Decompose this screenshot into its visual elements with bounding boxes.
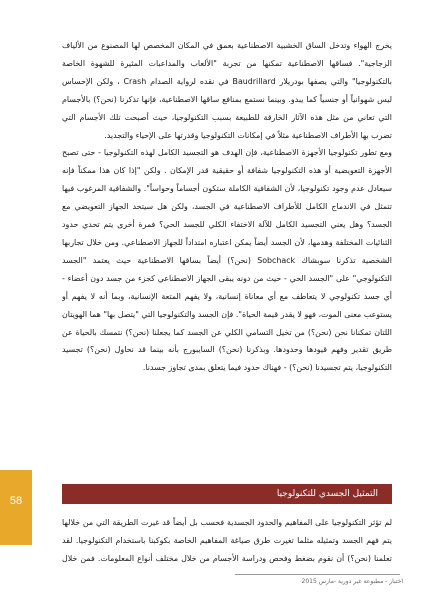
page-number: 58 bbox=[9, 495, 23, 507]
paragraph: لم تؤثر التكنولوجيا على المفاهيم والحدود الجسدية فحسب بل أيضاً قد غيرت الطريقة التي من خلالها يتم فهم الجسد وتمثيله مثلما تغيرت طرق صياغة المفاهيم الخاصة بكوكبنا باستخدام التكنولوجيا. لقد تعلمنا (نحن؟) أن نقوم بضغط وفحص ودراسة الأجسام من خلال مختلف أنواع المعلومات. فمن خلال bbox=[62, 518, 392, 563]
footer-text: اختبار - مطبوعة غير دورية -مارس 2015 bbox=[301, 578, 403, 585]
section-title: التمثيل الجسدي للتكنولوجيا bbox=[276, 489, 378, 499]
footer-divider bbox=[235, 574, 400, 575]
page-number-tab bbox=[0, 470, 32, 545]
body-text-bottom bbox=[62, 514, 392, 568]
paragraph: ومع تطور تكنولوجيا الأجهزة الاصطناعية، فإن الهدف هو التجسيد الكامل لهذه التكنولوجيا - حتى تصبح الأجهزة التعويضية أو هذه التكنولوجيا شفافة أو حقيقية قدر الإمكان . ولكن "إذا كان هذا ممكناً فإنه سيعادل عدم وجود تكنولوجيا، لأن الشفافية الكاملة ستكون أجساماً وحواساً". والشفافية المرغوب فيها تتمثل في الاندماج الكامل للأطراف الاصطناعية في الجسد، ولكن هل سيتحد الجهاز التعويضي مع الجسد؟ وهل يعني التجسيد الكامل للآلة الاختفاء الكلي للجسد الحي؟ فمرة أخرى يتم تحدي حدود الثنائيات المختلفة وهدمها، لأن الجسد أيضاً يمكن اعتباره امتداداً للجهاز الاصطناعي. ومن خلال تجاربها الشخصية تذكرنا سوبشاك Sobchack (نحن؟) أيضاً بساقها الاصطناعية حيث يعتمد "الجسد التكنولوجي" على "الجسد الحي - حيث من دونه يبقى الجهاز الاصطناعي كجزء من جسد دون أعضاء - أي جسد تكنولوجي لا يتعاطف مع أي معاناة إنسانية، ولا يفهم المتعة الإنسانية، وبما أنه لا يفهم أو يستوعب معنى الموت، فهو لا يقدر قيمة الحياة". فإن الجسد والتكنولوجيا التي "يتصل بها" هما الهويتان اللتان تمكنانا نحن (نحن؟) من تخيل التسامي الكلي عن الجسد كما يجعلنا (نحن؟) نتمسك بالحياة عن طريق تقدير وفهم قيودها وحدودها. وبذكرنا (نحن؟) السايبورج بأنه بينما قد نحاول (نحن؟) تجسيد التكنولوجيا، يتم تجسيدنا (نحن؟) - فهناك حدود فيما يتعلق بمدى تجاوز جسدنا. bbox=[62, 148, 392, 373]
body-text-top bbox=[62, 37, 392, 469]
section-heading-bar bbox=[62, 484, 392, 504]
paragraph: يخرج الهواء وتدخل الساق الخشبية الاصطناعية بعمق في المكان المخصص لها المصنوع من الألياف الزجاجية". فساقها الاصطناعية تمكنها من تجربة "الألعاب والمداعبات المثيرة للشهوة الخاصة بالتكنولوجيا" والتي يصفها بودريلار Baudrillard في نقده لرواية الصدام Crash ، ولكن الإحساس ليس شهوانياً أو جنسياً كما يبدو. وبينما نستمع بمنافع ساقها الاصطناعية، فإنها تذكرنا (نحن؟) بالأجسام التي تعاني من مثل هذه الآثار الخارقة للطبيعة بسبب التكنولوجيا، حيث أصبحت تلك الأجسام التي تضرب بها الأطراف الاصطناعية مثلاً في إمكانات التكنولوجيا وقدرتها على الإحياء والتجديد. bbox=[62, 41, 392, 140]
